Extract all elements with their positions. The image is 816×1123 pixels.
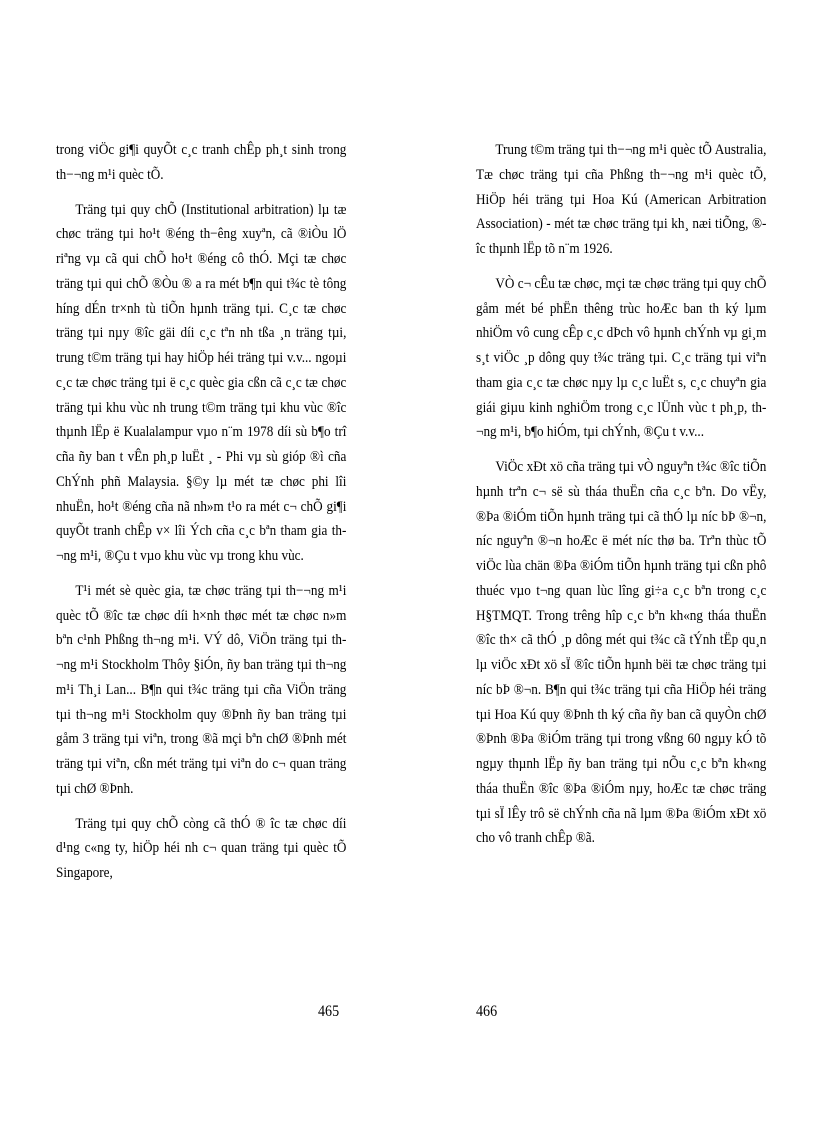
left-paragraph-1: trong viÖc gi¶i quyÕt c¸c tranh chÊp ph¸t sinh trong th−¬ng m¹i quèc tÕ. bbox=[56, 142, 347, 183]
right-page-column bbox=[476, 138, 766, 861]
left-paragraph-3: T¹i mét sè quèc gia, tæ chøc träng tµi th−¬ng m¹i quèc tÕ ®îc tæ chøc díi h×nh thøc mét tæ chøc n»m bªn c¹nh Phßng th¬ng m¹i. VÝ dô, ViÖn träng tµi th¬ng m¹i Stockholm Thôy §iÓn, ñy ban träng tµi th¬ng m¹i Th¸i Lan... B¶n qui t¾c träng tµi cña ViÖn träng tµi th¬ng m¹i Stockholm quy ®Þnh ñy ban träng tµi gåm 3 träng tµi viªn, trong ®ã mçi bªn chØ ®Þnh mét träng tµi viªn, cßn mét träng tµi viªn do c¬ quan träng tµi chØ ®Þnh. bbox=[56, 582, 347, 797]
left-paragraph-4: Träng tµi quy chÕ còng cã thÓ ® îc tæ chøc díi d¹ng c«ng ty, hiÖp héi nh c¬ quan träng tµi quèc tÕ Singapore, bbox=[56, 815, 347, 881]
right-page-number: 466 bbox=[476, 1003, 498, 1020]
right-paragraph-1: Trung t©m träng tµi th−¬ng m¹i quèc tÕ Australia, Tæ chøc träng tµi cña Phßng th−¬ng m¹i quèc tÕ, HiÖp héi träng tµi Hoa Kú (American Arbitration Association) - mét tæ chøc träng tµi kh¸ næi tiÕng, ®îc thµnh lËp tõ n¨m 1926. bbox=[476, 142, 767, 257]
right-paragraph-2: VÒ c¬ cÊu tæ chøc, mçi tæ chøc träng tµi quy chÕ gåm mét bé phËn thêng trùc hoÆc ban th ký lµm nhiÖm vô cung cÊp c¸c dÞch vô hµnh chÝnh vµ gi¸m s¸t viÖc ¸p dông quy t¾c träng tµi. C¸c träng tµi viªn tham gia c¸c tæ chøc nµy lµ c¸c luËt s, c¸c chuyªn gia giái giµu kinh nghiÖm trong c¸c lÜnh vùc t ph¸p, th¬ng m¹i, b¶o hiÓm, tµi chÝnh, ®Çu t v.v... bbox=[476, 275, 767, 441]
left-page-number: 465 bbox=[318, 1003, 340, 1020]
right-paragraph-3: ViÖc xÐt xö cña träng tµi vÒ nguyªn t¾c ®îc tiÕn hµnh trªn c¬ së sù tháa thuËn cña c¸c bªn. Do vËy, ®Þa ®iÓm tiÕn hµnh träng tµi cã thÓ lµ níc bÞ ®¬n, níc nguyªn ®¬n hoÆc ë mét níc thø ba. Trªn thùc tÕ viÖc lùa chän ®Þa ®iÓm tiÕn hµnh träng tµi cßn phô thuéc vµo t¬ng quan lùc lîng gi÷a c¸c bªn trong c¸c H§TMQT. Trong trêng hîp c¸c bªn kh«ng tháa thuËn ®îc th× cã thÓ ¸p dông mét qui t¾c cã tÝnh tËp qu¸n lµ viÖc xÐt xö sÏ ®îc tiÕn hµnh bëi tæ chøc träng tµi níc bÞ ®¬n. B¶n qui t¾c träng tµi cña HiÖp héi träng tµi Hoa Kú quy ®Þnh th ký cña ñy ban cã quyÒn chØ ®Þnh ®Þa ®iÓm träng tµi trong vßng 60 ngµy kÓ tõ ngµy thµnh lËp ñy ban träng tµi nÕu c¸c bªn kh«ng tháa thuËn ®îc ®Þa ®iÓm nµy, hoÆc tæ chøc träng tµi sÏ lÊy trô së chÝnh cña nã lµm ®Þa ®iÓm xÐt xö cho vô tranh chÊp ®ã. bbox=[476, 459, 767, 847]
left-paragraph-2: Träng tµi quy chÕ (Institutional arbitration) lµ tæ chøc träng tµi ho¹t ®éng th−êng xuyªn, cã ®iÒu lÖ riªng vµ cã qui chÕ ho¹t ®éng cô thÓ. Mçi tæ chøc träng tµi qui chÕ ®Òu ® a ra mét b¶n qui t¾c tè tông híng dÉn tr×nh tù tiÕn hµnh träng tµi. C¸c tæ chøc träng tµi nµy ®îc gäi díi c¸c tªn nh tßa ¸n träng tµi, trung t©m träng tµi hay hiÖp héi träng tµi v.v... ngoµi c¸c tæ chøc träng tµi ë c¸c quèc gia cßn cã c¸c tæ chøc träng tµi khu vùc nh trung t©m träng tµi khu vùc ®îc thµnh lËp ë Kualalampur vµo n¨m 1978 díi sù b¶o trî cña ñy ban t vÊn ph¸p luËt ¸ - Phi vµ sù gióp ®ì cña ChÝnh phñ Malaysia. §©y lµ mét tæ chøc phi lîi nhuËn, ho¹t ®éng cña nã nh»m t¹o ra mét c¬ chÕ gi¶i quyÕt tranh chÊp v× lîi Ých cña c¸c bªn tham gia th¬ng m¹i, ®Çu t vµo khu vùc vµ trong khu vùc. bbox=[56, 201, 347, 564]
left-page-column bbox=[56, 138, 346, 896]
